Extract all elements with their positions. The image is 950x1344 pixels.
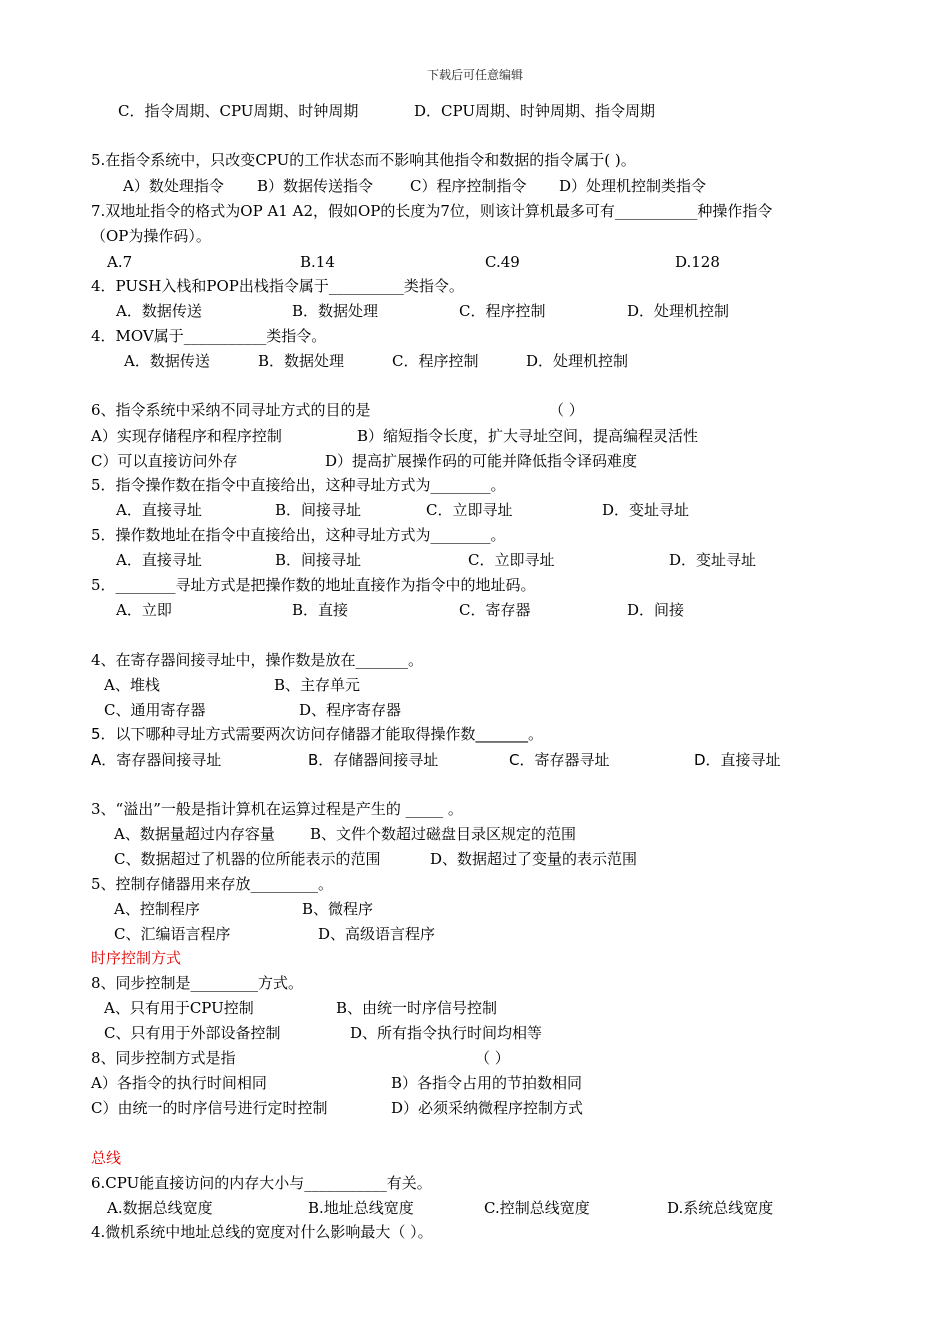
question-stem: 5、控制存储器用来存放_________。 — [91, 875, 334, 893]
option-b: B．直接 — [292, 601, 349, 619]
option-a: A．直接寻址 — [116, 501, 202, 519]
option-b: B．存储器间接寻址 — [308, 751, 439, 769]
option-d: D）提高扩展操作码的可能并降低指令译码难度 — [325, 452, 638, 470]
option-a: A）实现存储程序和程序控制 — [91, 427, 282, 445]
option-c: C.控制总线宽度 — [484, 1199, 590, 1217]
option-c: C．程序控制 — [459, 302, 546, 320]
option-c: C.49 — [485, 253, 520, 271]
option-c: C、只有用于外部设备控制 — [104, 1024, 281, 1042]
option-a: A．数据传送 — [124, 352, 210, 370]
option-b: B、文件个数超过磁盘目录区规定的范围 — [310, 825, 577, 843]
option-a: A．数据传送 — [116, 302, 202, 320]
option-c: C．程序控制 — [392, 352, 479, 370]
option-c: C．寄存器 — [459, 601, 531, 619]
option-b: B、微程序 — [302, 900, 374, 918]
option-b: B．间接寻址 — [275, 551, 362, 569]
option-d: D．CPU周期、时钟周期、指令周期 — [414, 102, 655, 120]
option-b: B）数据传送指令 — [257, 177, 374, 195]
option-b: B、主存单元 — [274, 676, 361, 694]
option-a: A.7 — [107, 253, 133, 271]
section-heading: 总线 — [91, 1149, 122, 1167]
option-c: C．立即寻址 — [468, 551, 555, 569]
option-d: D．直接寻址 — [694, 751, 781, 769]
option-d: D、高级语言程序 — [318, 925, 436, 943]
option-b: B．间接寻址 — [275, 501, 362, 519]
option-a: A）数处理指令 — [123, 177, 224, 195]
option-d: D、程序寄存器 — [299, 701, 402, 719]
option-a: A.数据总线宽度 — [107, 1199, 213, 1217]
option-d: D、所有指令执行时间均相等 — [350, 1024, 543, 1042]
option-a: A．寄存器间接寻址 — [91, 751, 222, 769]
question-stem: 7.双地址指令的格式为OP A1 A2，假如OP的长度为7位，则该计算机最多可有___________种操作指令 — [91, 202, 773, 220]
option-d: D）必须采纳微程序控制方式 — [391, 1099, 584, 1117]
option-a: A、堆栈 — [104, 676, 160, 694]
question-stem: 4．PUSH入栈和POP出栈指令属于__________类指令。 — [91, 277, 464, 295]
option-c: C．指令周期、CPU周期、时钟周期 — [118, 102, 359, 120]
option-d: D.系统总线宽度 — [667, 1199, 774, 1217]
option-b: B、由统一时序信号控制 — [336, 999, 498, 1017]
option-d: D．处理机控制 — [526, 352, 629, 370]
option-a: A、只有用于CPU控制 — [104, 999, 254, 1017]
question-stem: 3、“溢出”一般是指计算机在运算过程是产生的 _____ 。 — [91, 800, 463, 818]
option-b: B）各指令占用的节拍数相同 — [391, 1074, 583, 1092]
option-b: B.14 — [300, 253, 335, 271]
option-d: D．间接 — [627, 601, 685, 619]
question-stem: 6、指令系统中采纳不同寻址方式的目的是 — [91, 401, 371, 419]
option-b: B.地址总线宽度 — [308, 1199, 414, 1217]
option-d: D．变址寻址 — [602, 501, 690, 519]
section-heading: 时序控制方式 — [91, 949, 182, 967]
question-stem: 5.在指令系统中，只改变CPU的工作状态而不影响其他指令和数据的指令属于( )。 — [91, 151, 636, 169]
option-c: C、汇编语言程序 — [114, 925, 231, 943]
option-c: C．立即寻址 — [426, 501, 513, 519]
question-stem: 4、在寄存器间接寻址中，操作数是放在_______。 — [91, 651, 424, 669]
option-b: B．数据处理 — [258, 352, 345, 370]
option-a: A、数据量超过内存容量 — [114, 825, 275, 843]
option-c: C、通用寄存器 — [104, 701, 206, 719]
option-d: D）处理机控制类指令 — [559, 177, 707, 195]
page-header: 下载后可任意编辑 — [426, 68, 523, 82]
option-c: C、数据超过了机器的位所能表示的范围 — [114, 850, 381, 868]
question-stem: 4.微机系统中地址总线的宽度对什么影响最大（ ）。 — [91, 1223, 433, 1241]
answer-paren: （ ） — [549, 401, 584, 419]
option-a: A．直接寻址 — [116, 551, 202, 569]
option-a: A．立即 — [116, 601, 172, 619]
option-d: D．处理机控制 — [627, 302, 730, 320]
option-d: D．变址寻址 — [669, 551, 757, 569]
option-c: C）由统一的时序信号进行定时控制 — [91, 1099, 328, 1117]
question-stem: 5．以下哪种寻址方式需要两次访问存储器才能取得操作数_______。 — [91, 725, 544, 743]
question-stem: 5．________寻址方式是把操作数的地址直接作为指令中的地址码。 — [91, 576, 536, 594]
question-stem-cont: （OP为操作码）。 — [91, 227, 211, 245]
question-stem: 4．MOV属于___________类指令。 — [91, 327, 327, 345]
option-b: B．数据处理 — [292, 302, 379, 320]
option-a: A、控制程序 — [114, 900, 200, 918]
option-c: C）可以直接访问外存 — [91, 452, 238, 470]
option-b: B）缩短指令长度，扩大寻址空间，提高编程灵活性 — [357, 427, 699, 445]
option-c: C．寄存器寻址 — [509, 751, 610, 769]
question-stem: 5．指令操作数在指令中直接给出，这种寻址方式为________。 — [91, 476, 506, 494]
option-a: A）各指令的执行时间相同 — [91, 1074, 267, 1092]
question-stem: 8、同步控制方式是指 — [91, 1049, 236, 1067]
option-c: C）程序控制指令 — [410, 177, 527, 195]
option-d: D.128 — [675, 253, 720, 271]
question-stem: 5．操作数地址在指令中直接给出，这种寻址方式为________。 — [91, 526, 506, 544]
question-stem: 8、同步控制是_________方式。 — [91, 974, 304, 992]
option-d: D、数据超过了变量的表示范围 — [430, 850, 638, 868]
question-stem: 6.CPU能直接访问的内存大小与___________有关。 — [91, 1174, 432, 1192]
answer-paren: （ ） — [475, 1049, 510, 1067]
